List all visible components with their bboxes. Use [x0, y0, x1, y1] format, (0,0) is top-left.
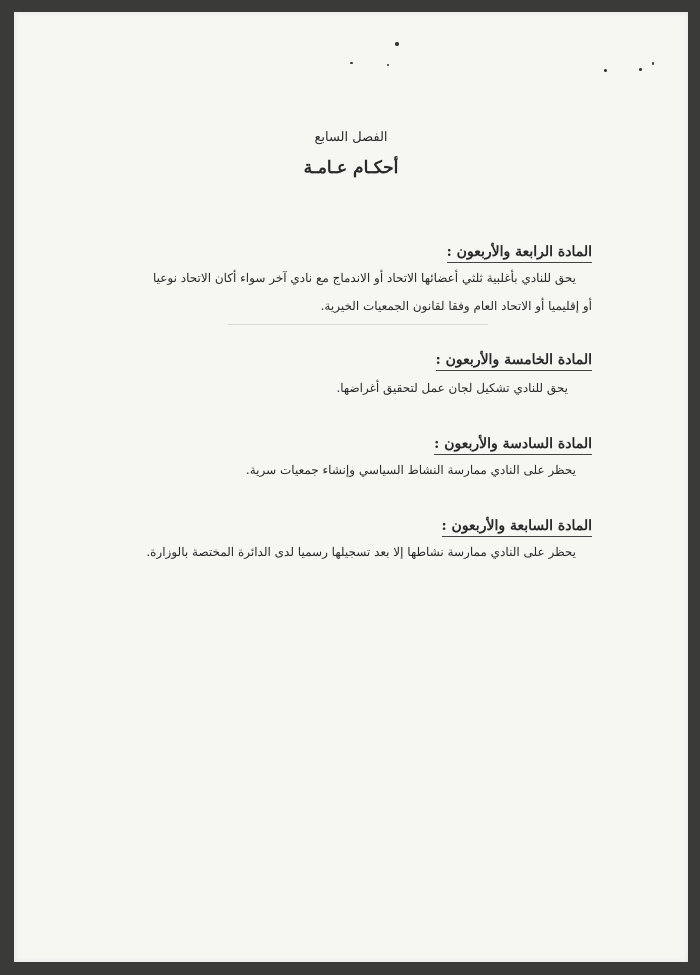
document-body — [14, 12, 688, 962]
article-44-heading: المادة الرابعة والأربعون : — [447, 244, 592, 263]
chapter-title: الفصل السابع — [314, 130, 388, 145]
document-page — [14, 12, 688, 962]
article-44-line-2: أو إقليميا أو الاتحاد العام وفقا لقانون الجمعيات الخيرية. — [320, 299, 592, 313]
faint-scan-line — [228, 324, 488, 325]
article-44-line-1: يحق للنادي بأغلبية ثلثي أعضائها الاتحاد أو الاندماج مع نادي آخر سواء أكان الاتحاد نوعيا — [152, 271, 576, 285]
chapter-subtitle: أحكـام عـامـة — [303, 158, 399, 178]
article-47-heading: المادة السابعة والأربعون : — [442, 518, 593, 537]
article-46-heading: المادة السادسة والأربعون : — [434, 436, 592, 455]
article-45-line-1: يحق للنادي تشكيل لجان عمل لتحقيق أغراضها. — [336, 381, 568, 395]
article-45-heading: المادة الخامسة والأربعون : — [436, 352, 592, 371]
article-47-line-1: يحظر على النادي ممارسة نشاطها إلا بعد تسجيلها رسميا لدى الدائرة المختصة بالوزارة. — [146, 545, 576, 559]
article-46-line-1: يحظر على النادي ممارسة النشاط السياسي وإنشاء جمعيات سرية. — [245, 463, 576, 477]
